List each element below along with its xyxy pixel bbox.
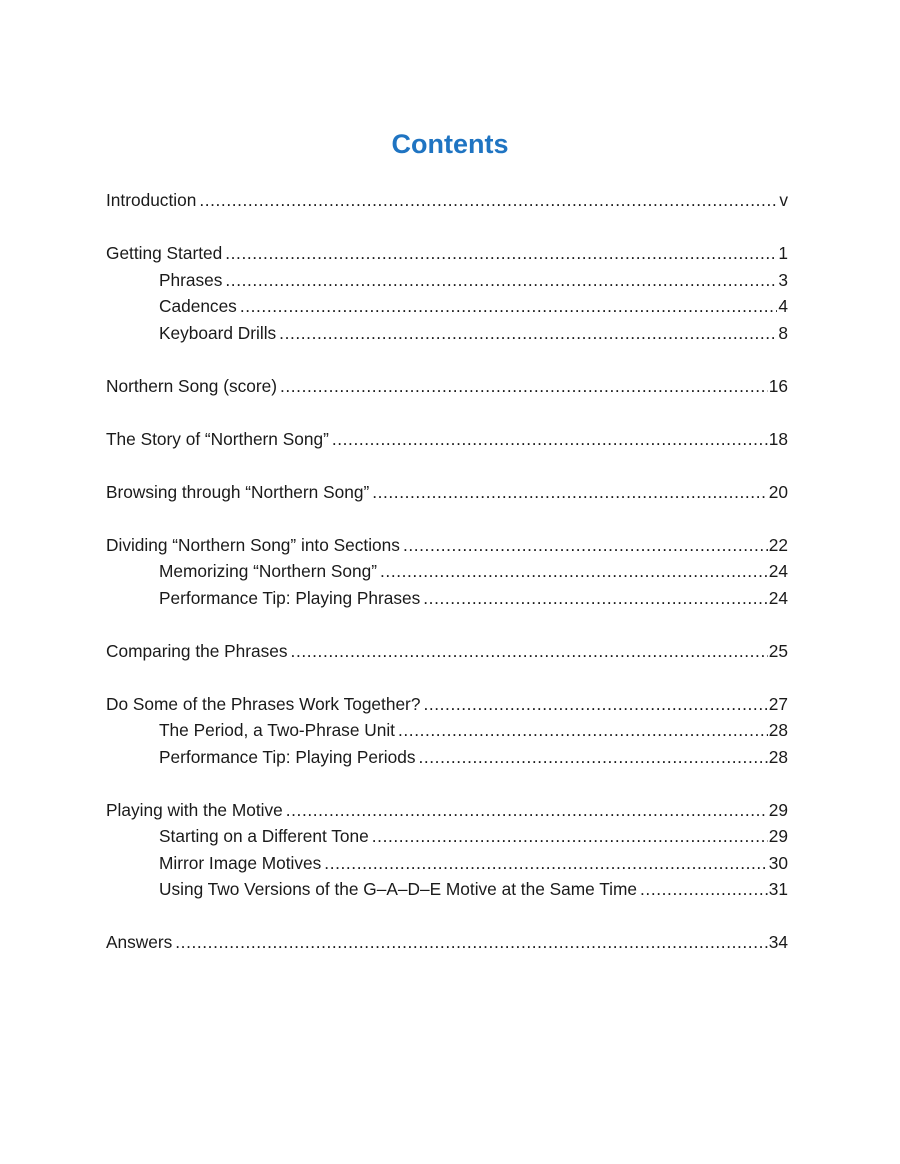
toc-entry-label: Introduction [106,190,197,210]
toc-entry-label: Northern Song (score) [106,375,277,396]
toc-entry-page: 29 [768,799,788,820]
toc-entry[interactable] [106,426,788,453]
dot-leader [280,373,768,400]
dot-leader [640,876,768,903]
dot-leader [225,267,777,294]
toc-entry-page: v [779,190,788,210]
toc-entry[interactable] [106,929,788,956]
toc-subentry[interactable] [106,717,788,744]
dot-leader [291,638,768,665]
toc-entry-label: Performance Tip: Playing Phrases [159,587,421,608]
toc-entry-label: Do Some of the Phrases Work Together? [106,693,421,714]
toc-entry-label: Browsing through “Northern Song” [106,481,370,502]
dot-leader [175,929,768,956]
toc-subentry[interactable] [106,267,788,294]
toc-subentry[interactable] [106,823,788,850]
toc-entry-label: Keyboard Drills [159,322,277,343]
dot-leader [423,691,767,718]
toc-entry[interactable] [106,797,788,824]
toc-entry-label: Starting on a Different Tone [159,826,369,846]
dot-leader [380,558,768,585]
dot-leader [225,240,777,267]
dot-leader [279,320,777,347]
toc-entry-page: 31 [768,879,788,899]
toc-entry-page: 1 [778,243,788,263]
toc-entry[interactable] [106,638,788,665]
toc-subentry[interactable] [106,293,788,320]
toc-subentry[interactable] [106,850,788,877]
toc-entry-page: 8 [778,322,788,343]
table-of-contents [106,187,788,956]
toc-entry[interactable] [106,691,788,718]
toc-entry-page: 28 [768,720,788,740]
toc-subentry[interactable] [106,585,788,612]
toc-entry-label: Phrases [159,269,223,290]
toc-entry-label: Using Two Versions of the G–A–D–E Motive at the Same Time [159,879,638,899]
toc-entry-label: Memorizing “Northern Song” [159,561,378,581]
dot-leader [418,744,767,771]
toc-entry-page: 28 [768,746,788,767]
dot-leader [398,717,768,744]
toc-entry[interactable] [106,479,788,506]
toc-entry[interactable] [106,187,788,214]
toc-subentry[interactable] [106,876,788,903]
toc-entry-label: Comparing the Phrases [106,640,288,661]
toc-entry-page: 34 [768,932,788,952]
dot-leader [324,850,767,877]
dot-leader [423,585,768,612]
toc-entry-label: The Period, a Two-Phrase Unit [159,720,395,740]
toc-entry-page: 30 [768,852,788,873]
toc-entry-page: 22 [768,534,788,555]
dot-leader [199,187,778,214]
toc-entry-page: 24 [768,561,788,581]
dot-leader [372,823,768,850]
dot-leader [372,479,768,506]
toc-entry-page: 29 [768,826,788,846]
toc-entry-label: Answers [106,932,173,952]
dot-leader [240,293,778,320]
toc-entry-page: 18 [768,428,788,449]
toc-entry-page: 24 [768,587,788,608]
toc-subentry[interactable] [106,744,788,771]
toc-entry-page: 20 [768,481,788,502]
toc-entry[interactable] [106,532,788,559]
toc-entry-label: Performance Tip: Playing Periods [159,746,416,767]
toc-entry-label: Playing with the Motive [106,799,283,820]
toc-entry-page: 25 [768,640,788,661]
toc-entry-label: Cadences [159,296,237,316]
toc-entry-label: Dividing “Northern Song” into Sections [106,534,400,555]
toc-entry[interactable] [106,240,788,267]
toc-entry-label: Getting Started [106,243,223,263]
toc-entry-page: 4 [778,296,788,316]
toc-entry-label: Mirror Image Motives [159,852,322,873]
toc-entry-page: 16 [768,375,788,396]
dot-leader [403,532,768,559]
toc-entry-page: 27 [768,693,788,714]
toc-entry-label: The Story of “Northern Song” [106,428,329,449]
toc-subentry[interactable] [106,320,788,347]
dot-leader [332,426,768,453]
dot-leader [286,797,768,824]
toc-subentry[interactable] [106,558,788,585]
toc-entry-page: 3 [778,269,788,290]
page-title: Contents [391,129,509,159]
toc-entry[interactable] [106,373,788,400]
